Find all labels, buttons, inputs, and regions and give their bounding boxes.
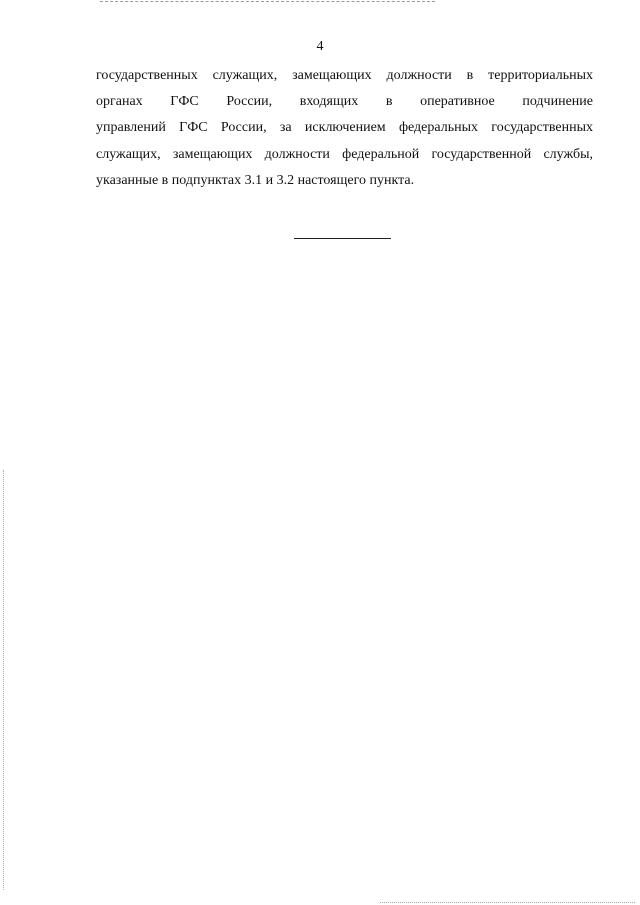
text-line: служащих, замещающих должности федеральной государственной службы, bbox=[96, 146, 593, 162]
page-number: 4 bbox=[316, 39, 324, 54]
text-line: управлений ГФС России, за исключением федеральных государственных bbox=[96, 120, 593, 136]
scan-edge-left bbox=[3, 470, 4, 890]
scan-edge-bottom bbox=[380, 902, 635, 903]
scan-edge-top bbox=[100, 1, 435, 2]
body-paragraph bbox=[96, 63, 593, 194]
text-line: указанные в подпунктах 3.1 и 3.2 настоящего пункта. bbox=[96, 172, 415, 188]
text-line: государственных служащих, замещающих должности в территориальных bbox=[96, 68, 593, 83]
end-of-document-rule bbox=[294, 238, 391, 239]
text-line: органах ГФС России, входящих в оперативное подчинение bbox=[96, 94, 593, 110]
